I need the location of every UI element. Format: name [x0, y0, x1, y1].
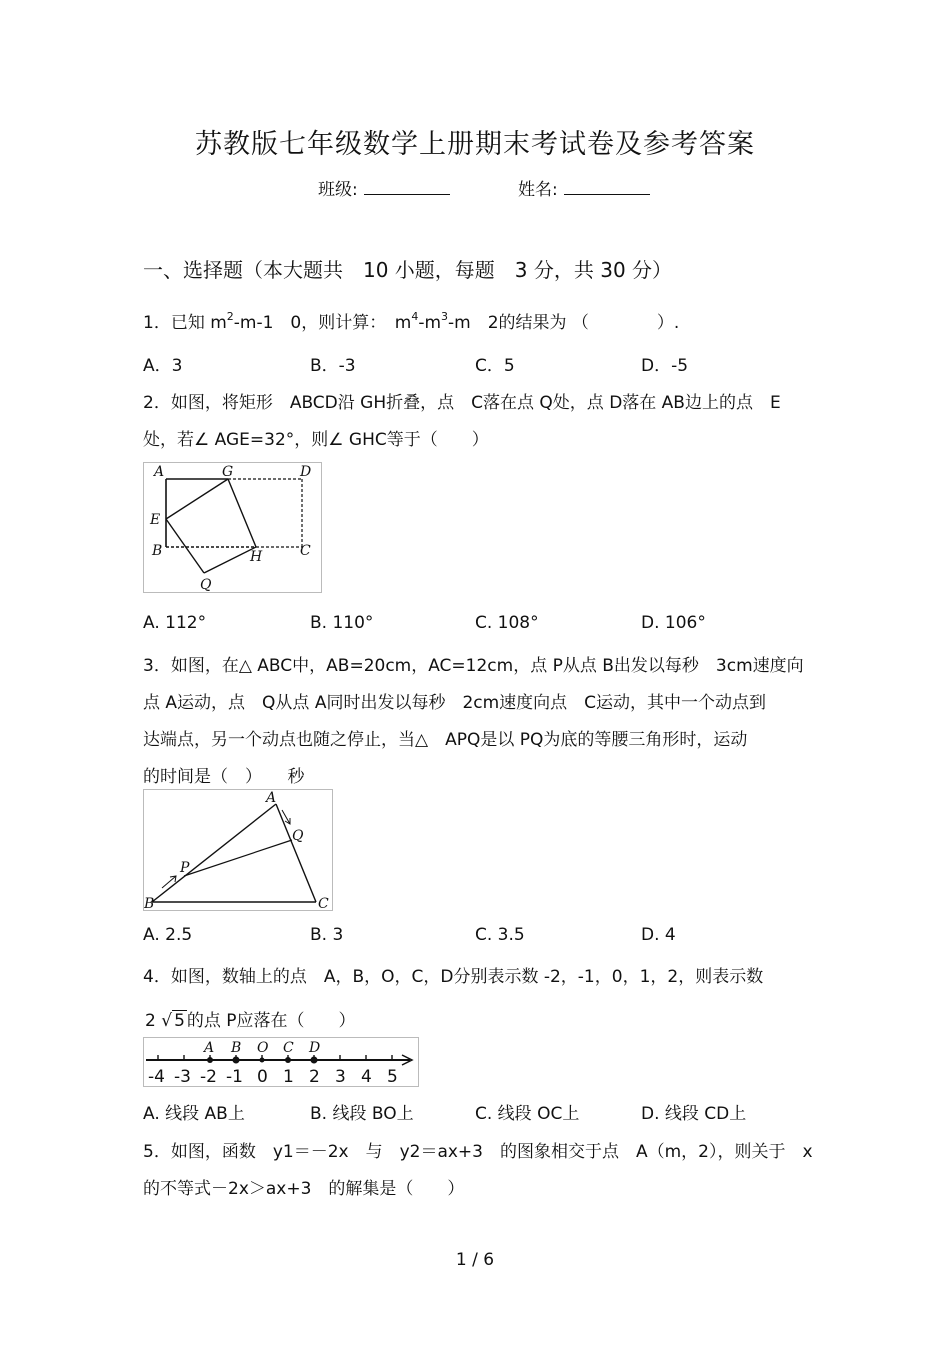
q4-radicand: 5 [174, 1011, 185, 1031]
q2-option-d: D. 106° [641, 613, 706, 633]
q1-text-mid2: -m [418, 313, 442, 333]
axis-tick-neg3: -3 [174, 1067, 191, 1086]
q2-figure [143, 462, 322, 593]
q1-text-pre: 1．已知 m [143, 313, 227, 333]
q3-label-a: A [266, 790, 277, 806]
q2-label-e: E [150, 512, 161, 528]
q1-exponent-1: 2 [226, 310, 234, 323]
q2-label-h: H [250, 549, 263, 565]
q3-option-c: C. 3.5 [475, 925, 525, 945]
axis-tick-5: 5 [387, 1067, 398, 1086]
q1-option-b: B．-3 [310, 356, 356, 376]
name-label: 姓名: [518, 180, 558, 200]
q4-option-d: D. 线段 CD上 [641, 1104, 747, 1124]
q4-coefficient: 2 [145, 1011, 156, 1031]
q2-label-b: B [152, 543, 163, 559]
q2-line-2: 处，若∠ AGE=32°，则∠ GHC等于（ ） [143, 430, 489, 450]
q1-option-c: C．5 [475, 356, 515, 376]
q2-label-d: D [300, 464, 312, 480]
class-blank [364, 178, 450, 195]
q4-number-line [143, 1037, 419, 1087]
axis-tick-2: 2 [309, 1067, 320, 1086]
q2-label-g: G [222, 464, 234, 480]
q2-label-a: A [154, 464, 165, 480]
class-label: 班级: [318, 180, 358, 200]
q3-line-4: 的时间是（ ） 秒 [143, 767, 305, 787]
q4-option-c: C. 线段 OC上 [475, 1104, 580, 1124]
q4-line-2 [145, 1006, 356, 1031]
q1-option-d: D．-5 [641, 356, 689, 376]
q3-option-b: B. 3 [310, 925, 344, 945]
q3-label-q: Q [292, 828, 304, 844]
q4-text-post: 的点 P应落在（ ） [186, 1011, 356, 1031]
page-number: 1 / 6 [455, 1250, 495, 1270]
axis-label-c: C [283, 1040, 294, 1056]
q2-option-c: C. 108° [475, 613, 539, 633]
q2-label-c: C [300, 543, 311, 559]
q4-option-a: A. 线段 AB上 [143, 1104, 245, 1124]
q3-figure [143, 789, 333, 911]
q1-text-mid: -m-1 0，则计算： m [233, 313, 412, 333]
q3-line-3: 达端点，另一个动点也随之停止，当△ APQ是以 PQ为底的等腰三角形时，运动 [143, 730, 748, 750]
q2-option-a: A. 112° [143, 613, 207, 633]
axis-tick-neg1: -1 [226, 1067, 243, 1086]
q3-option-d: D. 4 [641, 925, 676, 945]
page-title: 苏教版七年级数学上册期末考试卷及参考答案 [195, 129, 755, 160]
q1-exponent-2: 4 [411, 310, 419, 323]
axis-label-d: D [309, 1040, 321, 1056]
name-blank [564, 178, 650, 195]
q5-line-2: 的不等式－2x＞ax+3 的解集是（ ） [143, 1179, 465, 1199]
q3-line-1: 3．如图，在△ ABC中，AB=20cm，AC=12cm，点 P从点 B出发以每秒 3cm速度向 [143, 656, 804, 676]
axis-label-o: O [257, 1040, 269, 1056]
q3-option-a: A. 2.5 [143, 925, 193, 945]
q3-label-b: B [144, 896, 155, 910]
q4-option-b: B. 线段 BO上 [310, 1104, 414, 1124]
q2-option-b: B. 110° [310, 613, 374, 633]
axis-tick-neg4: -4 [148, 1067, 165, 1086]
q2-line-1: 2．如图，将矩形 ABCD沿 GH折叠，点 C落在点 Q处，点 D落在 AB边上的点 E [143, 393, 781, 413]
q1-exponent-3: 3 [441, 310, 449, 323]
axis-tick-1: 1 [283, 1067, 294, 1086]
sqrt-symbol: √ 5 [161, 1011, 185, 1031]
q3-label-p: P [180, 860, 190, 876]
class-field [318, 175, 450, 200]
q3-label-c: C [318, 896, 329, 910]
axis-tick-0: 0 [257, 1067, 268, 1086]
axis-tick-4: 4 [361, 1067, 372, 1086]
q3-line-2: 点 A运动，点 Q从点 A同时出发以每秒 2cm速度向点 C运动，其中一个动点到 [143, 693, 767, 713]
q1-option-a: A．3 [143, 356, 183, 376]
section-heading: 一、选择题（本大题共 10 小题，每题 3 分，共 30 分） [143, 258, 673, 282]
axis-tick-3: 3 [335, 1067, 346, 1086]
name-field [518, 175, 650, 200]
q5-line-1: 5．如图，函数 y1＝－2x 与 y2＝ax+3 的图象相交于点 A（m，2），则关于 x [143, 1142, 813, 1162]
question-1 [143, 308, 679, 333]
q1-text-post: -m 2的结果为 （ ）. [448, 313, 680, 333]
axis-label-a: A [204, 1040, 215, 1056]
axis-label-b: B [231, 1040, 242, 1056]
axis-tick-neg2: -2 [200, 1067, 217, 1086]
q2-label-q: Q [200, 577, 212, 592]
q4-line-1: 4．如图，数轴上的点 A，B，O，C，D分别表示数 -2，-1，0，1，2，则表示数 [143, 967, 764, 987]
